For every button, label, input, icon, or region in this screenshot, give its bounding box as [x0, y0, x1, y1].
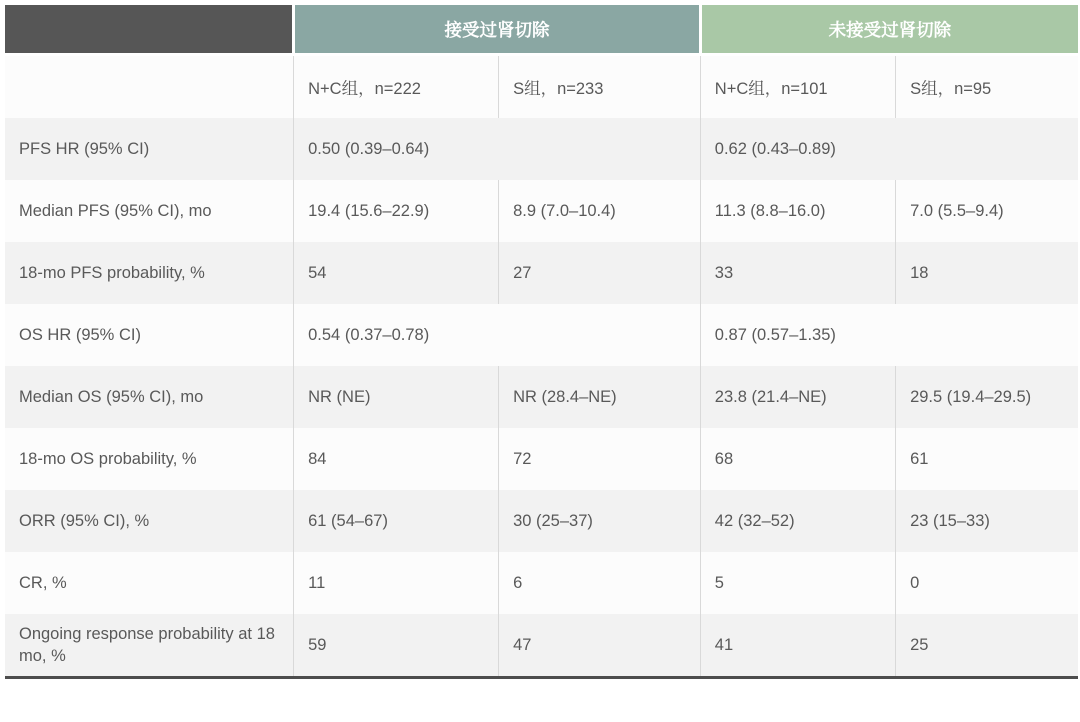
value-cell: 61 (54–67): [294, 490, 499, 552]
value-cell: 7.0 (5.5–9.4): [896, 180, 1078, 242]
column-header-row: [5, 55, 1078, 119]
table-row-os-hr: [5, 304, 1078, 366]
value-cell: 84: [294, 428, 499, 490]
value-cell: 27: [499, 242, 701, 304]
value-cell: 61: [896, 428, 1078, 490]
column-header-nc-222: N+C组，n=222: [294, 55, 499, 119]
value-cell: 0.87 (0.57–1.35): [700, 304, 1078, 366]
table-row-18mo-pfs: [5, 242, 1078, 304]
row-label-cell: OS HR (95% CI): [5, 304, 294, 366]
value-cell: 42 (32–52): [700, 490, 895, 552]
row-label-cell: Ongoing response probability at 18 mo, %: [5, 614, 294, 678]
table-row-orr: [5, 490, 1078, 552]
value-cell: 0.62 (0.43–0.89): [700, 118, 1078, 180]
row-label-cell: 18-mo OS probability, %: [5, 428, 294, 490]
outcomes-table: [5, 5, 1078, 679]
value-cell: 72: [499, 428, 701, 490]
row-label-cell: PFS HR (95% CI): [5, 118, 294, 180]
table-row-pfs-hr: [5, 118, 1078, 180]
row-label-cell: Median OS (95% CI), mo: [5, 366, 294, 428]
value-cell: 18: [896, 242, 1078, 304]
value-cell: 11: [294, 552, 499, 614]
group-header-no-prior-nephrectomy: 未接受过肾切除: [700, 5, 1078, 55]
row-label-cell: 18-mo PFS probability, %: [5, 242, 294, 304]
value-cell: 33: [700, 242, 895, 304]
table-row-ongoing-response: [5, 614, 1078, 678]
column-header-nc-101: N+C组，n=101: [700, 55, 895, 119]
value-cell: 19.4 (15.6–22.9): [294, 180, 499, 242]
value-cell: 30 (25–37): [499, 490, 701, 552]
value-cell: NR (28.4–NE): [499, 366, 701, 428]
value-cell: 23.8 (21.4–NE): [700, 366, 895, 428]
value-cell: 54: [294, 242, 499, 304]
row-label-cell: Median PFS (95% CI), mo: [5, 180, 294, 242]
value-cell: 0: [896, 552, 1078, 614]
row-label-cell: ORR (95% CI), %: [5, 490, 294, 552]
corner-block: [5, 5, 294, 55]
table-row-cr: [5, 552, 1078, 614]
row-label-cell: [5, 55, 294, 119]
value-cell: 59: [294, 614, 499, 678]
group-header-row: [5, 5, 1078, 55]
value-cell: 0.54 (0.37–0.78): [294, 304, 701, 366]
table-row-median-os: [5, 366, 1078, 428]
value-cell: 41: [700, 614, 895, 678]
column-header-s-233: S组，n=233: [499, 55, 701, 119]
value-cell: 5: [700, 552, 895, 614]
row-label-cell: CR, %: [5, 552, 294, 614]
table-row-median-pfs: [5, 180, 1078, 242]
value-cell: 68: [700, 428, 895, 490]
outcomes-table-container: [5, 5, 1078, 679]
value-cell: 47: [499, 614, 701, 678]
value-cell: 11.3 (8.8–16.0): [700, 180, 895, 242]
group-header-prior-nephrectomy: 接受过肾切除: [294, 5, 701, 55]
value-cell: NR (NE): [294, 366, 499, 428]
value-cell: 8.9 (7.0–10.4): [499, 180, 701, 242]
table-row-18mo-os: [5, 428, 1078, 490]
column-header-s-95: S组，n=95: [896, 55, 1078, 119]
value-cell: 29.5 (19.4–29.5): [896, 366, 1078, 428]
value-cell: 0.50 (0.39–0.64): [294, 118, 701, 180]
value-cell: 25: [896, 614, 1078, 678]
value-cell: 6: [499, 552, 701, 614]
value-cell: 23 (15–33): [896, 490, 1078, 552]
